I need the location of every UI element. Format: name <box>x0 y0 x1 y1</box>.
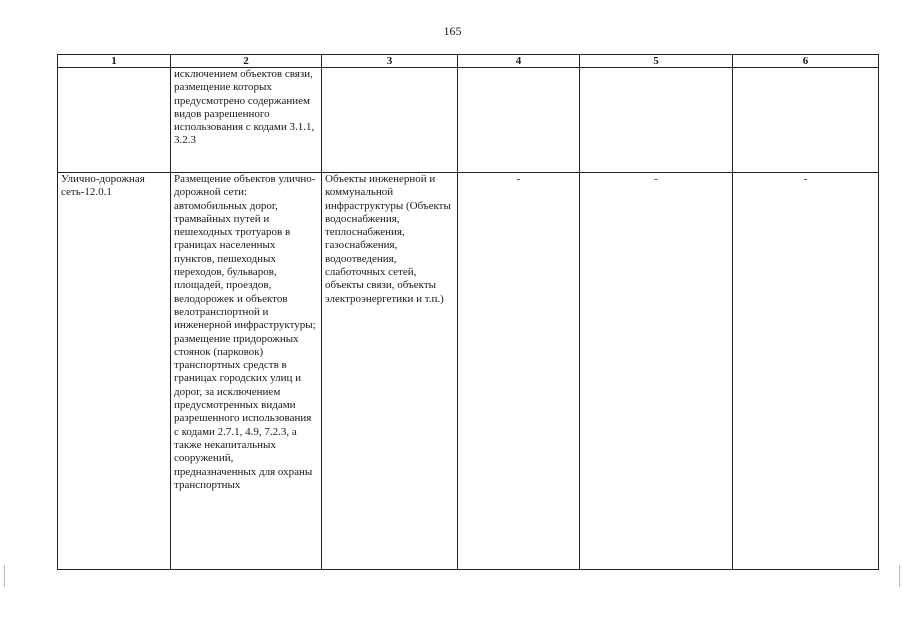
column-header-2: 2 <box>171 55 322 68</box>
column-header-5: 5 <box>580 55 733 68</box>
table-row <box>58 68 879 173</box>
cell-auxiliary-uses <box>322 68 458 173</box>
column-header-4: 4 <box>458 55 580 68</box>
table-header-row <box>58 55 879 68</box>
table-row <box>58 173 879 570</box>
cell-col-5: - <box>580 173 733 570</box>
column-header-6: 6 <box>733 55 879 68</box>
cell-use-name: Улично-дорожная сеть-12.0.1 <box>58 173 171 570</box>
cell-col-6: - <box>733 173 879 570</box>
cell-use-description: Размещение объектов улично-дорожной сети: автомобильных дорог, трамвайных путей и пешеходных тротуаров в границах населенных пунктов, пешеходных переходов, бульваров, площадей, проездов, велодорожек и объектов велотранспортной и инженерной инфраструктуры; размещение придорожных стоянок (парковок) транспортных средств в границах городских улиц и дорог, за исключением предусмотренных видами разрешенного использования с кодами 2.7.1, 4.9, 7.2.3, а также некапитальных сооружений, предназначенных для охраны транспортных <box>171 173 322 570</box>
cell-col-6 <box>733 68 879 173</box>
cell-use-name <box>58 68 171 173</box>
land-use-table <box>57 54 879 570</box>
page-number: 165 <box>443 24 462 38</box>
scan-edge-mark-left <box>4 565 5 587</box>
cell-auxiliary-uses: Объекты инженерной и коммунальной инфраструктуры (Объекты водоснабжения, теплоснабжения, газоснабжения, водоотведения, слаботочных сетей, объекты связи, объекты электроэнергетики и т.п.) <box>322 173 458 570</box>
cell-col-4 <box>458 68 580 173</box>
cell-col-4: - <box>458 173 580 570</box>
column-header-1: 1 <box>58 55 171 68</box>
cell-col-5 <box>580 68 733 173</box>
cell-use-description: исключением объектов связи, размещение которых предусмотрено содержанием видов разрешенного использования с кодами 3.1.1, 3.2.3 <box>171 68 322 173</box>
scan-edge-mark-right <box>899 565 900 587</box>
column-header-3: 3 <box>322 55 458 68</box>
